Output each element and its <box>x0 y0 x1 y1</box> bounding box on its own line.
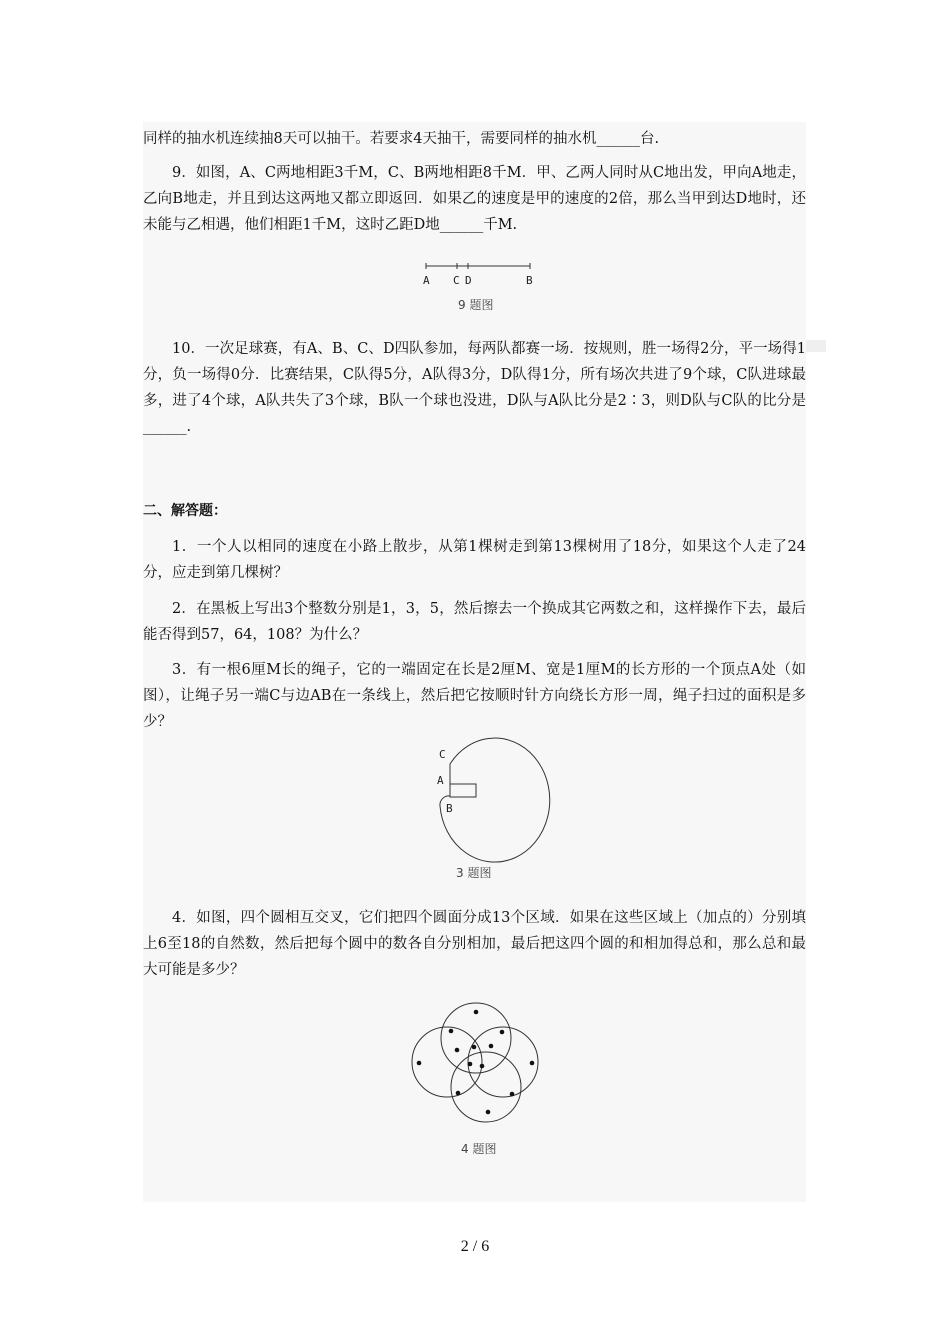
margin-stripe <box>806 340 826 352</box>
fig4-dot <box>449 1029 454 1034</box>
figure-4-caption: 4 题图 <box>461 1142 497 1156</box>
fig3-label-c: C <box>439 748 446 761</box>
figure-3-diagram <box>430 744 530 859</box>
fig3-label-a: A <box>437 774 444 787</box>
problem-1: 1．一个人以相同的速度在小路上散步，从第1棵树走到第13棵树用了18分，如果这个人走了24分，应走到第几棵树？ <box>143 539 806 581</box>
fig9-label-a: A <box>423 274 430 287</box>
fig4-dot <box>489 1044 494 1049</box>
fig4-circle-left <box>412 1027 482 1097</box>
figure-3-caption: 3 题图 <box>456 866 492 880</box>
fig4-dot <box>472 1045 477 1050</box>
fig9-label-c: C <box>453 274 460 287</box>
problem-4: 4．如图，四个圆相互交叉，它们把四个圆面分成13个区域．如果在这些区域上（加点的）分别填上6至18的自然数，然后把每个圆中的数各自分别相加，最后把这四个圆的和相加得总和，那么总和最大可能是多少？ <box>143 910 806 978</box>
fig4-circle-right <box>468 1027 538 1097</box>
fig4-dot <box>456 1091 461 1096</box>
page-number: 2 / 6 <box>460 1238 490 1255</box>
fig9-label-d: D <box>465 274 472 287</box>
fig4-dot <box>510 1092 515 1097</box>
fig9-label-b: B <box>526 274 533 287</box>
fig4-dot <box>455 1048 460 1053</box>
figure-9-diagram <box>420 258 540 288</box>
problem-3: 3．有一根6厘M长的绳子，它的一端固定在长是2厘M、宽是1厘M的长方形的一个顶点A处（如图），让绳子另一端C与边AB在一条线上，然后把它按顺时针方向绕长方形一周，绳子扫过的面积是多少？ <box>143 662 806 730</box>
problem-2: 2．在黑板上写出3个整数分别是1，3，5，然后擦去一个换成其它两数之和，这样操作下去，最后能否得到57，64，108？为什么？ <box>143 601 806 643</box>
section-2-heading: 二、解答题： <box>143 503 227 519</box>
figure-9-caption: 9 题图 <box>458 298 494 312</box>
fig4-dot <box>417 1061 422 1066</box>
fig4-dot <box>468 1062 473 1067</box>
question-8-tail: 同样的抽水机连续抽8天可以抽干。若要求4天抽干，需要同样的抽水机______台. <box>143 131 660 147</box>
question-10: 10．一次足球赛，有A、B、C、D四队参加，每两队都赛一场．按规则，胜一场得2分，平一场得1分，负一场得0分．比赛结果，C队得5分，A队得3分，D队得1分，所有场次共进了9个球，C队进球最多，进了4个球，A队共失了3个球，B队一个球也没进，D队与A队比分是2∶3，则D队与C队的比分是______. <box>143 341 806 435</box>
fig3-label-b: B <box>446 802 453 815</box>
fig4-dot <box>474 1010 479 1015</box>
fig4-dot <box>486 1110 491 1115</box>
fig4-dot <box>480 1064 485 1069</box>
figure-4-diagram <box>408 1000 543 1130</box>
fig4-dot <box>500 1030 505 1035</box>
question-9: 9．如图，A、C两地相距3千M，C、B两地相距8千M．甲、乙两人同时从C地出发，甲向A地走，乙向B地走，并且到达这两地又都立即返回．如果乙的速度是甲的速度的2倍，那么当甲到达D地时，还未能与乙相遇，他们相距1千M，这时乙距D地______千M. <box>143 165 806 233</box>
fig4-dot <box>530 1061 535 1066</box>
